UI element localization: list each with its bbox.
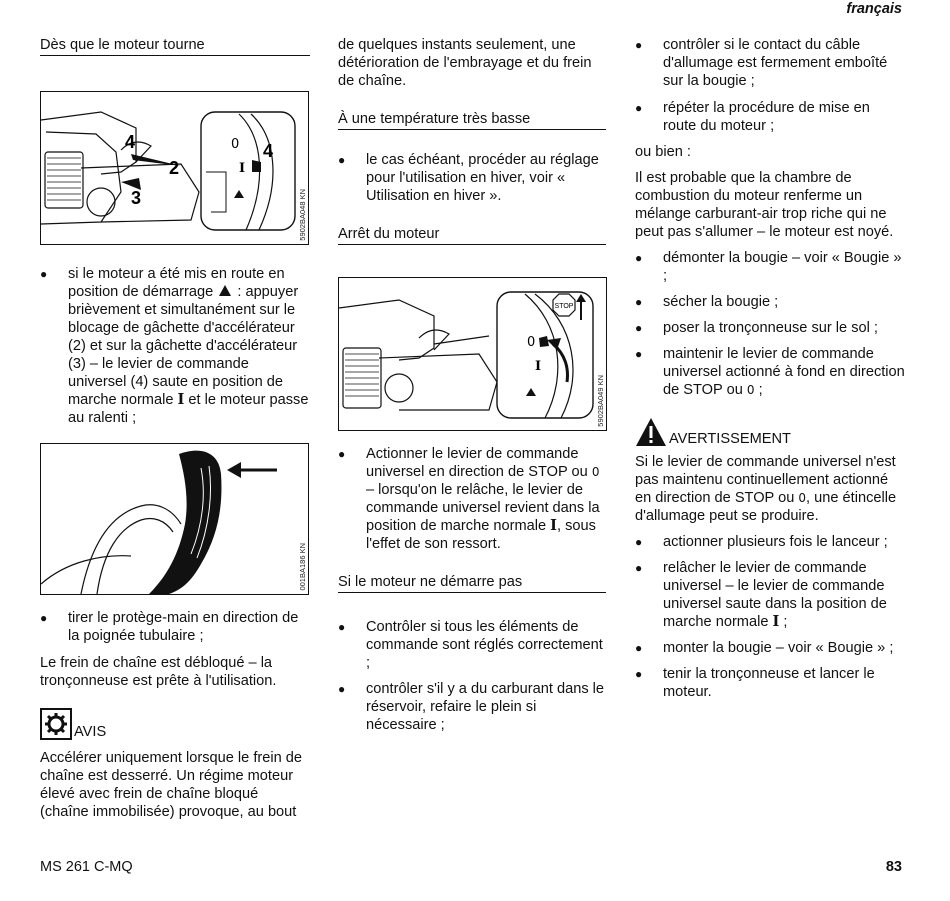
- figure-code: 001BA186 KN: [298, 543, 307, 591]
- section-heading-cold: À une température très basse: [338, 110, 606, 130]
- run-position-symbol: I: [177, 391, 185, 408]
- list-item-repeat-start: ● répéter la procédure de mise en route du moteur ;: [635, 99, 905, 135]
- paragraph-warning: Si le levier de commande universel n'est pas maintenu continuellement actionné en direction de STOP ou 0, une étincelle d'allumage peut se produire.: [635, 454, 897, 524]
- page-number: 83: [885, 859, 902, 875]
- list-item-stop-lever: ● Actionner le levier de commande universel en direction de STOP ou 0 – lorsqu'on le relâche, le levier de commande universel revient dans la position de marche normale I, sous l'effet de son ressort.: [338, 445, 606, 553]
- list-item-dry-plug: ● sécher la bougie ;: [635, 293, 905, 311]
- footer-model: MS 261 C-MQ: [40, 859, 133, 875]
- figure-code: 5902BA048 KN: [298, 189, 307, 241]
- column-middle: [338, 36, 606, 734]
- list-item-check-fuel: ● contrôler s'il y a du carburant dans le réservoir, refaire le plein si nécessaire ;: [338, 680, 606, 734]
- list-item-start-engine: ● tenir la tronçonneuse et lancer le moteur.: [635, 665, 905, 701]
- list-item-place-saw: ● poser la tronçonneuse sur le sol ;: [635, 319, 905, 337]
- saw-handle-illustration: [41, 92, 308, 244]
- callout-3: 3: [131, 188, 142, 208]
- list-item-hold-lever: ● maintenir le levier de commande universel actionné à fond en direction de STOP ou 0 ;: [635, 345, 905, 399]
- figure-code: 5902BA049 KN: [596, 375, 605, 427]
- callout-4-right: 4: [263, 141, 274, 161]
- section-heading-no-start: Si le moteur ne démarre pas: [338, 573, 606, 593]
- i-mark: I: [535, 359, 542, 374]
- section-heading-engine-running: Dès que le moteur tourne: [40, 36, 310, 56]
- callout-2: 2: [169, 158, 180, 178]
- figure-stop-engine: [338, 277, 607, 431]
- paragraph-flooded: Il est probable que la chambre de combustion du moteur renferme un mélange carburant-air trop riche qui ne peut pas s'allumer – le moteur est noyé.: [635, 170, 894, 240]
- warning-title: AVERTISSEMENT: [669, 431, 791, 447]
- notice-title: AVIS: [74, 724, 107, 740]
- i-mark: I: [239, 161, 246, 176]
- stop-zero-symbol: 0: [591, 465, 600, 479]
- paragraph-continuation: de quelques instants seulement, une détérioration de l'embrayage et du frein de chaîne.: [338, 37, 592, 89]
- section-heading-stop: Arrêt du moteur: [338, 225, 606, 245]
- list-item-start-position: ● si le moteur a été mis en route en position de démarrage : appuyer brièvement et simultanément sur le blocage de gâchette d'accélérateur (2) et sur la gâchette d'accélérateur (3) – le levier de commande universel (4) saute en position de marche normale I et le moteur passe au ralenti ;: [40, 265, 310, 427]
- list-item-check-plug-cable: ● contrôler si le contact du câble d'allumage est fermement emboîté sur la bougie ;: [635, 36, 905, 90]
- notice-heading: [40, 708, 310, 740]
- zero-mark: 0: [231, 137, 240, 152]
- paragraph-brake-released: Le frein de chaîne est débloqué – la tronçonneuse est prête à l'utilisation.: [40, 655, 277, 689]
- zero-mark: 0: [527, 335, 536, 350]
- column-left: [40, 36, 310, 821]
- list-item-install-plug: ● monter la bougie – voir « Bougie » ;: [635, 639, 905, 657]
- start-position-icon: [219, 285, 231, 296]
- list-item-crank: ● actionner plusieurs fois le lanceur ;: [635, 533, 905, 551]
- warning-heading: [635, 417, 905, 447]
- list-item-check-controls: ● Contrôler si tous les éléments de commande sont réglés correctement ;: [338, 618, 606, 672]
- run-position-symbol: I: [550, 517, 557, 534]
- gear-notice-icon: [40, 708, 72, 740]
- figure-hand-guard: [40, 443, 309, 595]
- paragraph-or: ou bien :: [635, 144, 691, 160]
- stop-lever-illustration: [339, 278, 606, 430]
- run-position-symbol: I: [772, 613, 780, 630]
- paragraph-notice: Accélérer uniquement lorsque le frein de chaîne est desserré. Un régime moteur élevé avec frein de chaîne bloqué (chaîne immobilisée) provoque, au bout: [40, 750, 303, 820]
- list-item-pull-guard: ● tirer le protège-main en direction de la poignée tubulaire ;: [40, 609, 310, 645]
- figure-throttle-lever: [40, 91, 309, 245]
- stop-zero-symbol: 0: [746, 383, 755, 397]
- column-right: [635, 36, 905, 701]
- language-label: français: [846, 1, 902, 17]
- list-item-winter: ● le cas échéant, procéder au réglage pour l'utilisation en hiver, voir « Utilisation en hiver ».: [338, 151, 606, 205]
- stop-zero-symbol: 0: [798, 491, 807, 505]
- hand-guard-illustration: [41, 444, 308, 594]
- list-item-release-lever: ● relâcher le levier de commande universel – le levier de commande universel saute dans la position de marche normale I ;: [635, 559, 905, 631]
- warning-triangle-icon: [635, 417, 667, 447]
- stop-sign-label: STOP: [554, 303, 574, 310]
- callout-4-left: 4: [125, 132, 136, 152]
- list-item-remove-plug: ● démonter la bougie – voir « Bougie » ;: [635, 249, 905, 285]
